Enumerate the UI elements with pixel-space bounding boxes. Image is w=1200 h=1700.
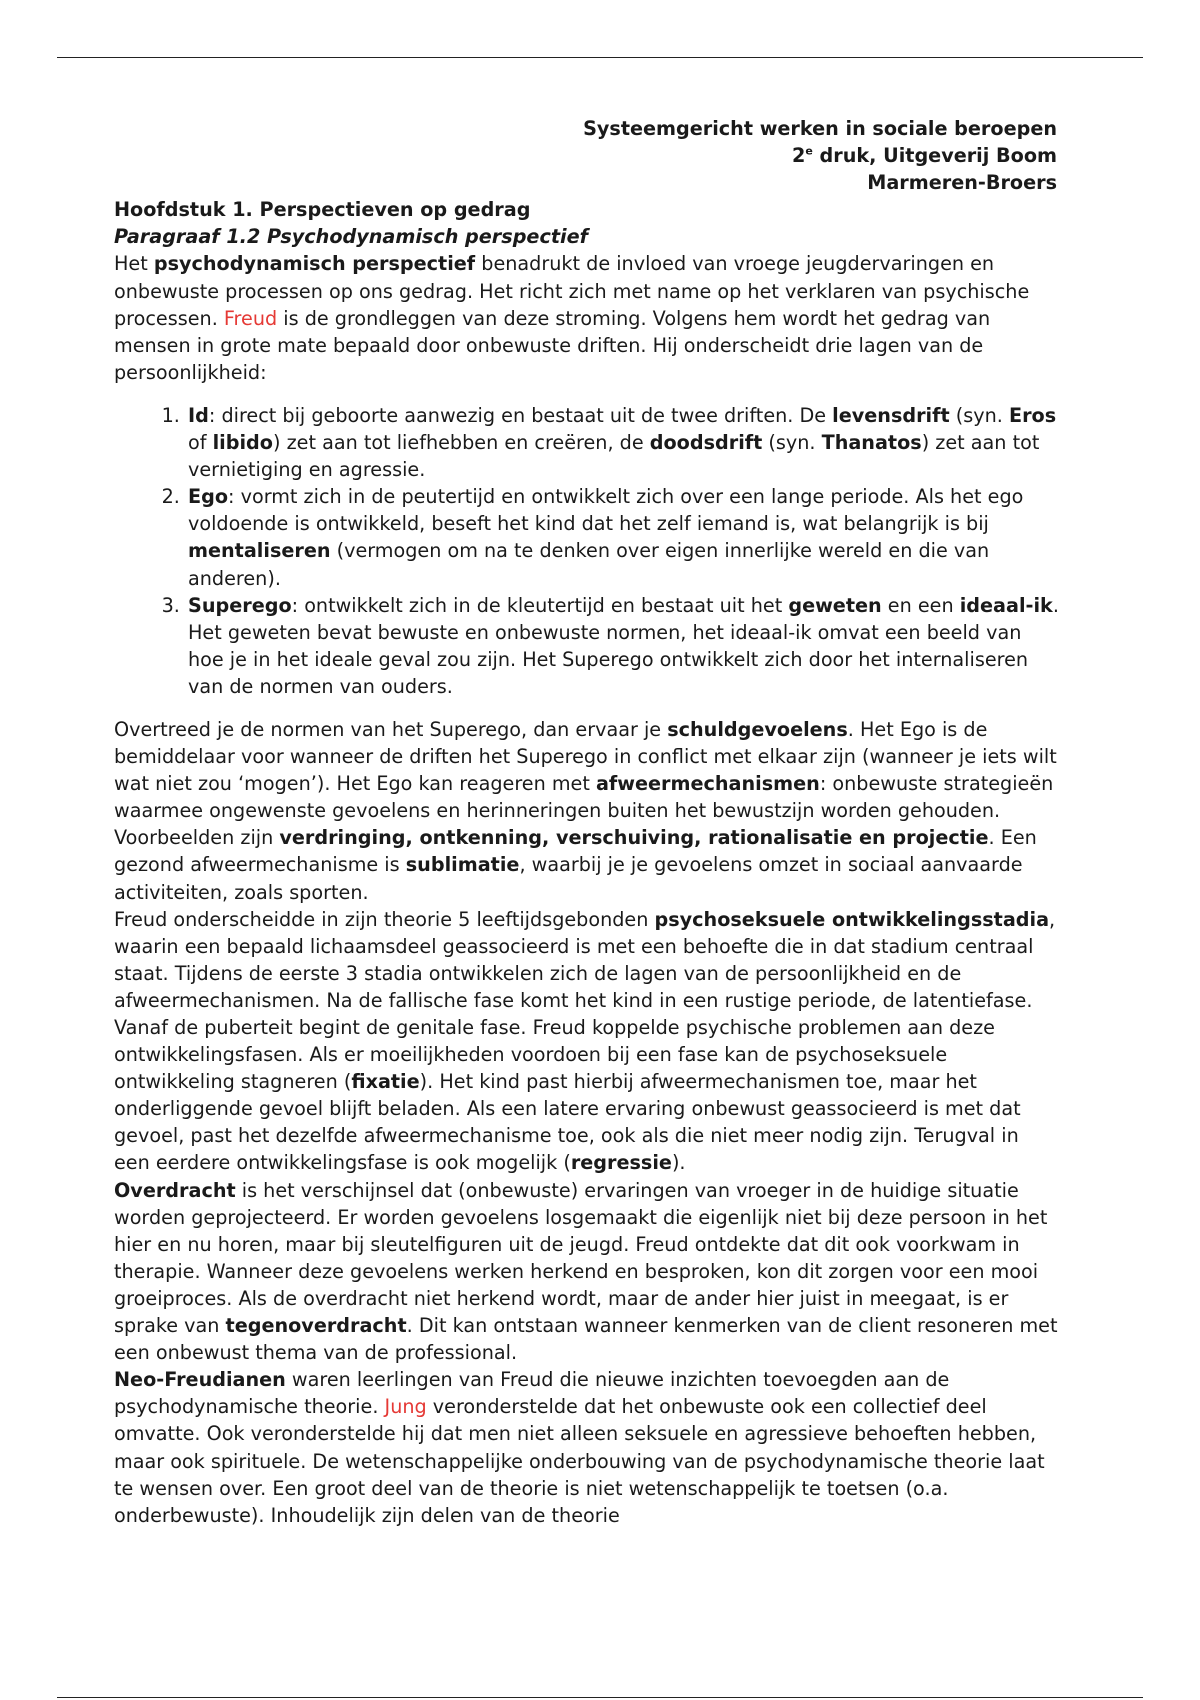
document-header	[114, 115, 1057, 196]
jung-link: Jung	[384, 1395, 427, 1419]
book-title: Systeemgericht werken in sociale beroepen	[583, 117, 1057, 140]
superego-paragraph: Overtreed je de normen van het Superego, dan ervaar je schuldgevoelens. Het Ego is de bemiddelaar voor wanneer de driften het Superego in conflict met elkaar zijn (wanneer je iets wilt wat niet zou ‘mogen’). Het Ego kan reageren met afweermechanismen: onbewuste strategieën waarmee ongewenste gevoelens en herinneringen buiten het bewustzijn worden gehouden. Voorbeelden zijn verdringing, ontkenning, verschuiving, rationalisatie en projectie. Een gezond afweermechanisme is sublimatie, waarbij je je gevoelens omzet in sociaal aanvaarde activiteiten, zoals sporten.	[114, 717, 1057, 904]
stadia-paragraph: Freud onderscheidde in zijn theorie 5 leeftijdsgebonden psychoseksuele ontwikkelingsstadia, waarin een bepaald lichaamsdeel geassocieerd is met een behoefte die in dat stadium centraal staat. Tijdens de eerste 3 stadia ontwikkelen zich de lagen van de persoonlijkheid en de afweermechanismen. Na de fallische fase komt het kind in een rustige periode, de latentiefase. Vanaf de puberteit begint de genitale fase. Freud koppelde psychische problemen aan deze ontwikkelingsfasen. Als er moeilijkheden voordoen bij een fase kan de psychoseksuele ontwikkeling stagneren (fixatie). Het kind past hierbij afweermechanismen toe, maar het onderliggende gevoel blijft beladen. Als een latere ervaring onbewust geassocieerd is met dat gevoel, past het dezelfde afweermechanisme toe, ook als die niet meer nodig zijn. Terugval in een eerdere ontwikkelingsfase is ook mogelijk (regressie).	[114, 907, 1056, 1175]
freud-link: Freud	[223, 306, 278, 330]
bottom-rule	[57, 1697, 1143, 1698]
list-item-ego: 2. Ego: vormt zich in de peutertijd en ontwikkelt zich over een lange periode. Als het ego voldoende is ontwikkeld, beseft het kind dat het zelf iemand is, wat belangrijk is bij mentaliseren (vermogen om na te denken over eigen innerlijke wereld en die van anderen).	[186, 483, 1060, 591]
neo-freudianen-paragraph: Neo-Freudianen waren leerlingen van Freud die nieuwe inzichten toevoegden aan de psychodynamische theorie. Jung veronderstelde dat het onbewuste ook een collectief deel omvatte. Ook veronderstelde hij dat men niet alleen seksuele en agressieve behoeften hebben, maar ook spirituele. De wetenschappelijke onderbouwing van de psychodynamische theorie laat te wensen over. Een groot deel van de theorie is niet wetenschappelijk te toetsen (o.a. onderbewuste). Inhoudelijk zijn delen van de theorie	[114, 1368, 1045, 1527]
section-title: Paragraaf 1.2 Psychodynamisch perspectief	[114, 225, 588, 249]
chapter-title: Hoofdstuk 1. Perspectieven op gedrag	[114, 198, 531, 222]
top-rule	[57, 57, 1143, 58]
list-item-id: 1. Id: direct bij geboorte aanwezig en bestaat uit de twee driften. De levensdrift (syn. Eros of libido) zet aan tot liefhebben en creëren, de doodsdrift (syn. Thanatos) zet aan tot vernietiging en agressie.	[186, 402, 1060, 483]
book-edition: 2e druk, Uitgeverij Boom	[792, 144, 1057, 168]
overdracht-paragraph: Overdracht is het verschijnsel dat (onbewuste) ervaringen van vroeger in de huidige situatie worden geprojecteerd. Er worden gevoelens losgemaakt die eigenlijk niet bij deze persoon in het hier en nu horen, maar bij sleutelfiguren uit de jeugd. Freud ontdekte dat dit ook voorkwam in therapie. Wanneer deze gevoelens werken herkend en besproken, kon dit zorgen voor een mooi groeiproces. Als de overdracht niet herkend wordt, maar de ander hier juist in meegaat, is er sprake van tegenoverdracht. Dit kan ontstaan wanneer kenmerken van de client resoneren met een onbewust thema van de professional.	[114, 1178, 1058, 1365]
personality-layers-list	[114, 402, 1060, 700]
book-author: Marmeren-Broers	[867, 171, 1057, 195]
list-item-superego: 3. Superego: ontwikkelt zich in de kleutertijd en bestaat uit het geweten en een ideaal-ik. Het geweten bevat bewuste en onbewuste normen, het ideaal-ik omvat een beeld van hoe je in het ideale geval zou zijn. Het Superego ontwikkelt zich door het internaliseren van de normen van ouders.	[186, 592, 1060, 700]
document-page	[114, 115, 1060, 1529]
intro-paragraph: Het psychodynamisch perspectief benadrukt de invloed van vroege jeugdervaringen en onbewuste processen op ons gedrag. Het richt zich met name op het verklaren van psychische processen. Freud is de grondleggen van deze stroming. Volgens hem wordt het gedrag van mensen in grote mate bepaald door onbewuste driften. Hij onderscheidt drie lagen van de persoonlijkheid:	[114, 252, 1030, 384]
